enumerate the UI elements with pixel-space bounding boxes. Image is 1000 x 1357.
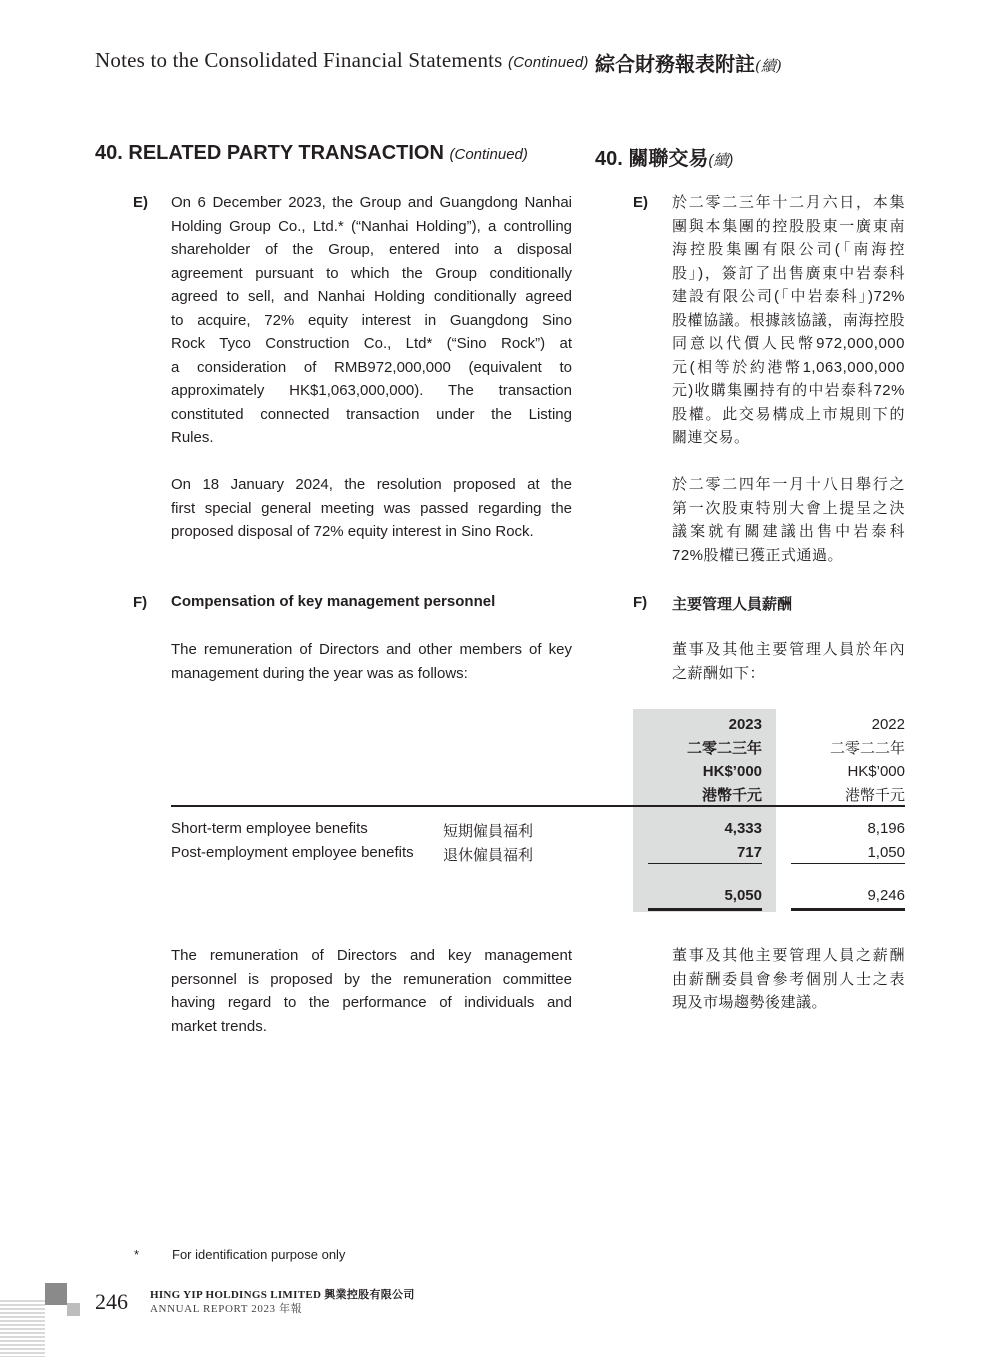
row-label-en: Short-term employee benefits [171, 820, 368, 837]
text-line: constituted connected transaction under the Listing [171, 405, 572, 423]
text-line: market trends. [171, 1017, 267, 1035]
text-line: Holding Group Co., Ltd.* (“Nanhai Holding”), a controlling [171, 217, 572, 235]
text-line: 董事及其他主要管理人員於年內 [672, 641, 905, 658]
item-e-marker-en: E) [133, 194, 148, 211]
footnote-asterisk: * [134, 1247, 140, 1262]
item-e-paragraph-zh [672, 191, 905, 450]
text-line: a consideration of RMB972,000,000 (equivalent to [171, 358, 572, 376]
page-number: 246 [95, 1289, 128, 1314]
total-double-rule-2022 [791, 908, 905, 911]
text-line: 於二零二三年十二月六日，本集 [672, 194, 905, 211]
footer-report-title: ANNUAL REPORT 2023 年報 [150, 1303, 303, 1315]
text-line: The remuneration of Directors and key management [171, 947, 572, 964]
text-line: agreed to sell, and Nanhai Holding conditionally agreed [171, 288, 572, 305]
column-header-2022: 2022 二零二二年 HK$’000 港幣千元 [829, 716, 905, 804]
text-line: 元)收購集團持有的中岩泰科72% [672, 382, 905, 399]
column-header-2023: 2023 二零二三年 HK$’000 港幣千元 [686, 716, 762, 804]
item-e-paragraph-en [171, 191, 572, 450]
text-line: 股」)，簽訂了出售廣東中岩泰科 [672, 264, 905, 282]
remuneration-note-en [171, 944, 572, 1038]
table-cell-2022: 1,050 [867, 844, 905, 861]
footer-stripes-decoration [0, 1300, 45, 1357]
footnote-text: For identification purpose only [172, 1247, 346, 1262]
text-line: 同意以代價人民幣972,000,000 [672, 335, 905, 352]
total-double-rule-2023 [648, 908, 762, 911]
item-f-intro-en [171, 638, 572, 685]
text-line: management during the year was as follows: [171, 664, 468, 682]
footer-square-dark [45, 1283, 67, 1305]
text-line: 元(相等於約港幣1,063,000,000 [672, 358, 905, 376]
text-line: 之薪酬如下： [672, 664, 766, 682]
item-f-heading-en: Compensation of key management personnel [171, 593, 496, 610]
item-f-marker-en: F) [133, 594, 148, 611]
text-line: approximately HK$1,063,000,000). The transaction [171, 382, 572, 399]
text-line: 股權。此交易構成上市規則下的 [672, 405, 905, 423]
row-label-en: Post-employment employee benefits [171, 844, 414, 861]
text-line: having regard to the performance of individuals and [171, 994, 572, 1011]
text-line: On 18 January 2024, the resolution proposed at the [171, 476, 572, 493]
text-line: 關連交易。 [672, 429, 750, 446]
text-line: proposed disposal of 72% equity interest in Sino Rock. [171, 523, 534, 540]
running-header-zh: 綜合財務報表附註(續) [595, 52, 782, 76]
text-line: personnel is proposed by the remuneration committee [171, 970, 572, 988]
item-f-intro-zh [672, 638, 905, 685]
text-line: first special general meeting was passed regarding the [171, 499, 572, 517]
subtotal-rule-2023 [648, 863, 762, 864]
text-line: 團與本集團的控股股東一廣東南 [672, 217, 905, 235]
item-f-heading-zh: 主要管理人員薪酬 [672, 596, 793, 613]
section-title-zh: 40. 關聯交易(續) [595, 148, 734, 170]
text-line: 董事及其他主要管理人員之薪酬 [672, 947, 905, 964]
text-line: 海控股集團有限公司(「南海控 [672, 241, 905, 258]
item-f-marker-zh: F) [633, 594, 648, 611]
footer-square-light [67, 1303, 80, 1316]
table-cell-2022: 8,196 [867, 820, 905, 837]
subtotal-rule-2022 [791, 863, 905, 864]
running-header-en: Notes to the Consolidated Financial Statements (Continued) [95, 48, 589, 72]
text-line: Rock Tyco Construction Co., Ltd* (“Sino Rock”) at [171, 335, 572, 352]
total-2022: 9,246 [867, 887, 905, 904]
table-cell-2023: 717 [736, 844, 762, 861]
item-e-marker-zh: E) [633, 194, 648, 211]
item-e-paragraph2-zh [672, 473, 905, 567]
text-line: to acquire, 72% equity interest in Guangdong Sino [171, 311, 572, 329]
text-line: 於二零二四年一月十八日舉行之 [672, 476, 905, 493]
total-2023: 5,050 [724, 887, 762, 904]
text-line: 72%股權已獲正式通過。 [672, 546, 844, 564]
remuneration-note-zh [672, 944, 905, 1015]
text-line: The remuneration of Directors and other members of key [171, 641, 572, 658]
text-line: shareholder of the Group, entered into a disposal [171, 241, 572, 258]
text-line: 建設有限公司(「中岩泰科」)72% [672, 288, 905, 305]
text-line: 第一次股東特別大會上提呈之決 [672, 499, 905, 517]
text-line: 股權協議。根據該協議，南海控股 [672, 311, 905, 329]
footer-company-name: HING YIP HOLDINGS LIMITED 興業控股有限公司 [150, 1289, 415, 1301]
table-header-rule [171, 805, 905, 807]
section-title-en: 40. RELATED PARTY TRANSACTION (Continued) [95, 142, 528, 164]
row-label-zh: 短期僱員福利 [443, 823, 534, 840]
text-line: 議案就有關建議出售中岩泰科 [672, 523, 905, 540]
row-label-zh: 退休僱員福利 [443, 847, 534, 864]
text-line: agreement pursuant to which the Group conditionally [171, 264, 572, 282]
text-line: 由薪酬委員會參考個別人士之表 [672, 970, 905, 988]
text-line: 現及市場趨勢後建議。 [672, 994, 828, 1011]
table-cell-2023: 4,333 [724, 820, 762, 837]
item-e-paragraph2-en [171, 473, 572, 544]
text-line: Rules. [171, 429, 214, 446]
text-line: On 6 December 2023, the Group and Guangdong Nanhai [171, 194, 572, 211]
